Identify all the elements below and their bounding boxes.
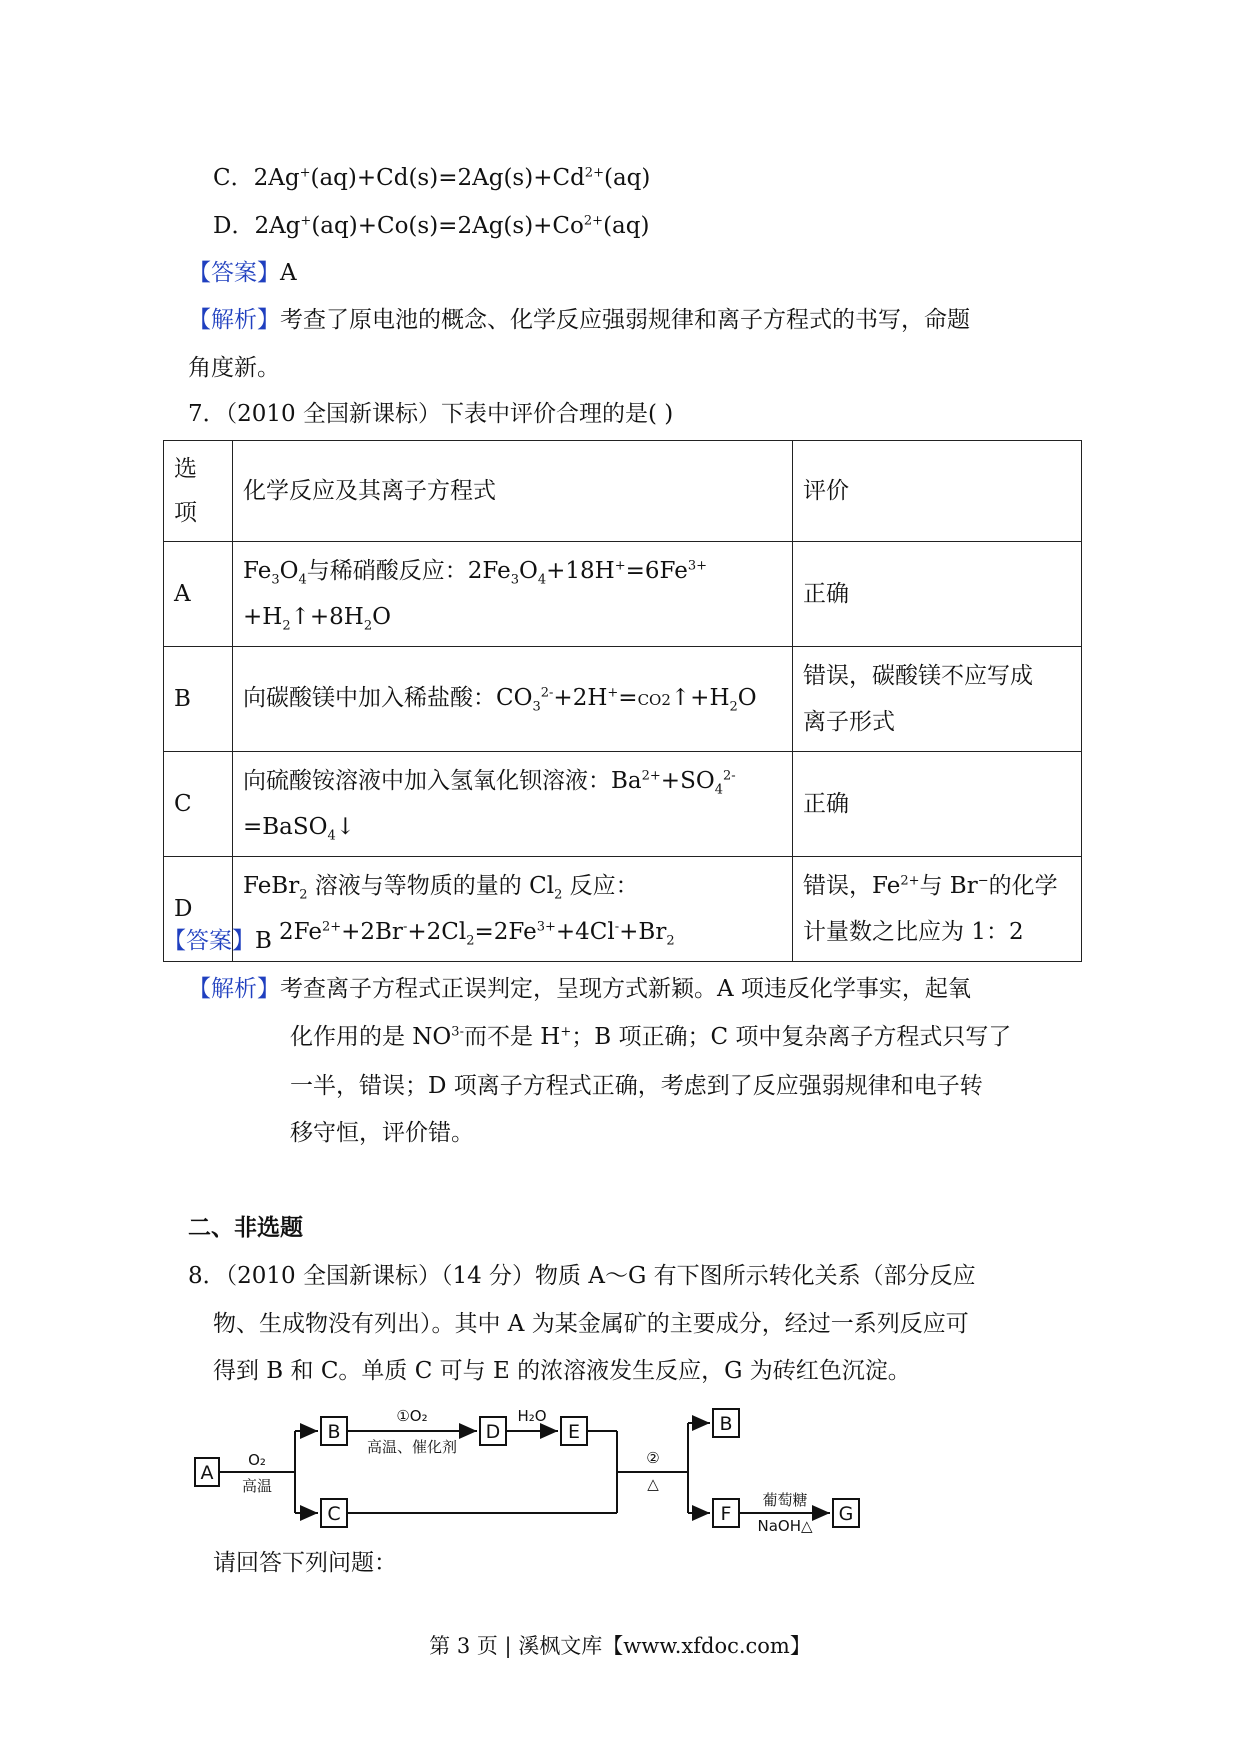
table-row [164, 542, 1082, 647]
row-evaluation: 正确 [793, 542, 1082, 647]
node-a: A [200, 1462, 214, 1484]
node-d: D [485, 1421, 501, 1443]
q8-line-2: 物、生成物没有列出）。其中 A 为某金属矿的主要成分，经过一系列反应可 [213, 1311, 969, 1337]
reaction-flow-diagram [180, 1395, 900, 1535]
row-reaction: 向硫酸铵溶液中加入氢氧化钡溶液：$Ba^{2+}+SO_4^{2-}$ =BaSO$_4$↓ [233, 752, 793, 857]
header-option: 选 项 [164, 441, 233, 542]
node-b2: B [719, 1413, 733, 1435]
row-reaction: $Fe_3O_4$与稀硝酸反应：$2Fe_3O_4+18H^+=6Fe^{3+}$ $+H_2↑+8H_2O$ [233, 542, 793, 647]
row-option: D [164, 857, 233, 962]
label-putaotang: 葡萄糖 [762, 1491, 808, 1509]
row-reaction: 向碳酸镁中加入稀盐酸：$CO_3^{2-}+2H^+=CO2↑+H_2O$ [233, 647, 793, 752]
row-evaluation: 错误，$Fe^{2+}$与 Br−的化学 计量数之比应为 1：2 [793, 857, 1082, 962]
node-f: F [720, 1503, 732, 1525]
q8-line-1: 8．（2010 全国新课标）（14 分）物质 A～G 有下图所示转化关系（部分反应 [188, 1263, 976, 1289]
label-gaowen: 高温 [241, 1477, 273, 1495]
page-footer: 第 3 页 | 溪枫文库【www.xfdoc.com】 [429, 1634, 811, 1658]
q7-analysis-4: 移守恒，评价错。 [290, 1120, 474, 1146]
table-header-row [164, 441, 1082, 542]
row-option: B [164, 647, 233, 752]
analysis-tag: 【解析】 [188, 307, 280, 333]
option-c: C．$2Ag^+(aq)+Cd(s)=2Ag(s)+Cd^{2+}(aq)$ [213, 165, 651, 191]
q7-analysis-2: 化作用的是 $NO^{3-}$而不是 H+；B 项正确；C 项中复杂离子方程式只写了 [290, 1024, 1012, 1050]
label-naoh: NaOH△ [757, 1517, 813, 1535]
row-evaluation: 正确 [793, 752, 1082, 857]
q7-answer: 【答案】B [163, 928, 272, 954]
row-option: C [164, 752, 233, 857]
q8-line-3: 得到 B 和 C。单质 C 可与 E 的浓溶液发生反应，G 为砖红色沉淀。 [213, 1358, 911, 1384]
option-d: D．$2Ag^+(aq)+Co(s)=2Ag(s)+Co^{2+}(aq)$ [213, 213, 650, 239]
q7-stem: 7．（2010 全国新课标）下表中评价合理的是( ) [188, 401, 674, 427]
table-row [164, 752, 1082, 857]
label-cond1: 高温、催化剂 [366, 1438, 458, 1456]
label-delta: △ [647, 1475, 659, 1493]
q6-analysis-2: 角度新。 [188, 355, 280, 381]
q6-analysis-1: 【解析】考查了原电池的概念、化学反应强弱规律和离子方程式的书写，命题 [188, 307, 970, 333]
q6-answer: 【答案】A [188, 260, 297, 286]
section-title: 二、非选题 [188, 1215, 303, 1241]
node-g: G [838, 1503, 854, 1525]
row-reaction: FeBr$_2$ 溶液与等物质的量的 $Cl_2$ 反应： $2Fe^{2+}+2Br^-+2Cl_2=2Fe^{3+}+4Cl^-+Br_2$ [233, 857, 793, 962]
node-c: C [327, 1503, 341, 1525]
answer-tag: 【答案】 [163, 928, 255, 954]
label-o2: O₂ [248, 1451, 266, 1469]
q7-analysis-1: 【解析】考查离子方程式正误判定，呈现方式新颖。A 项违反化学事实，起氧 [188, 976, 971, 1002]
answer-tag: 【答案】 [188, 260, 280, 286]
label-step1: ①O₂ [396, 1407, 428, 1425]
row-evaluation: 错误，碳酸镁不应写成 离子形式 [793, 647, 1082, 752]
evaluation-table [163, 440, 1082, 962]
label-step2: ② [646, 1449, 660, 1467]
q8-prompt: 请回答下列问题： [213, 1550, 397, 1576]
table-row [164, 647, 1082, 752]
q7-analysis-3: 一半，错误；D 项离子方程式正确，考虑到了反应强弱规律和电子转 [290, 1073, 983, 1099]
table-row [164, 857, 1082, 962]
row-option: A [164, 542, 233, 647]
label-h2o: H₂O [517, 1407, 547, 1425]
header-evaluation: 评价 [793, 441, 1082, 542]
header-reaction: 化学反应及其离子方程式 [233, 441, 793, 542]
node-b: B [327, 1421, 341, 1443]
analysis-tag: 【解析】 [188, 976, 280, 1002]
node-e: E [567, 1421, 581, 1443]
